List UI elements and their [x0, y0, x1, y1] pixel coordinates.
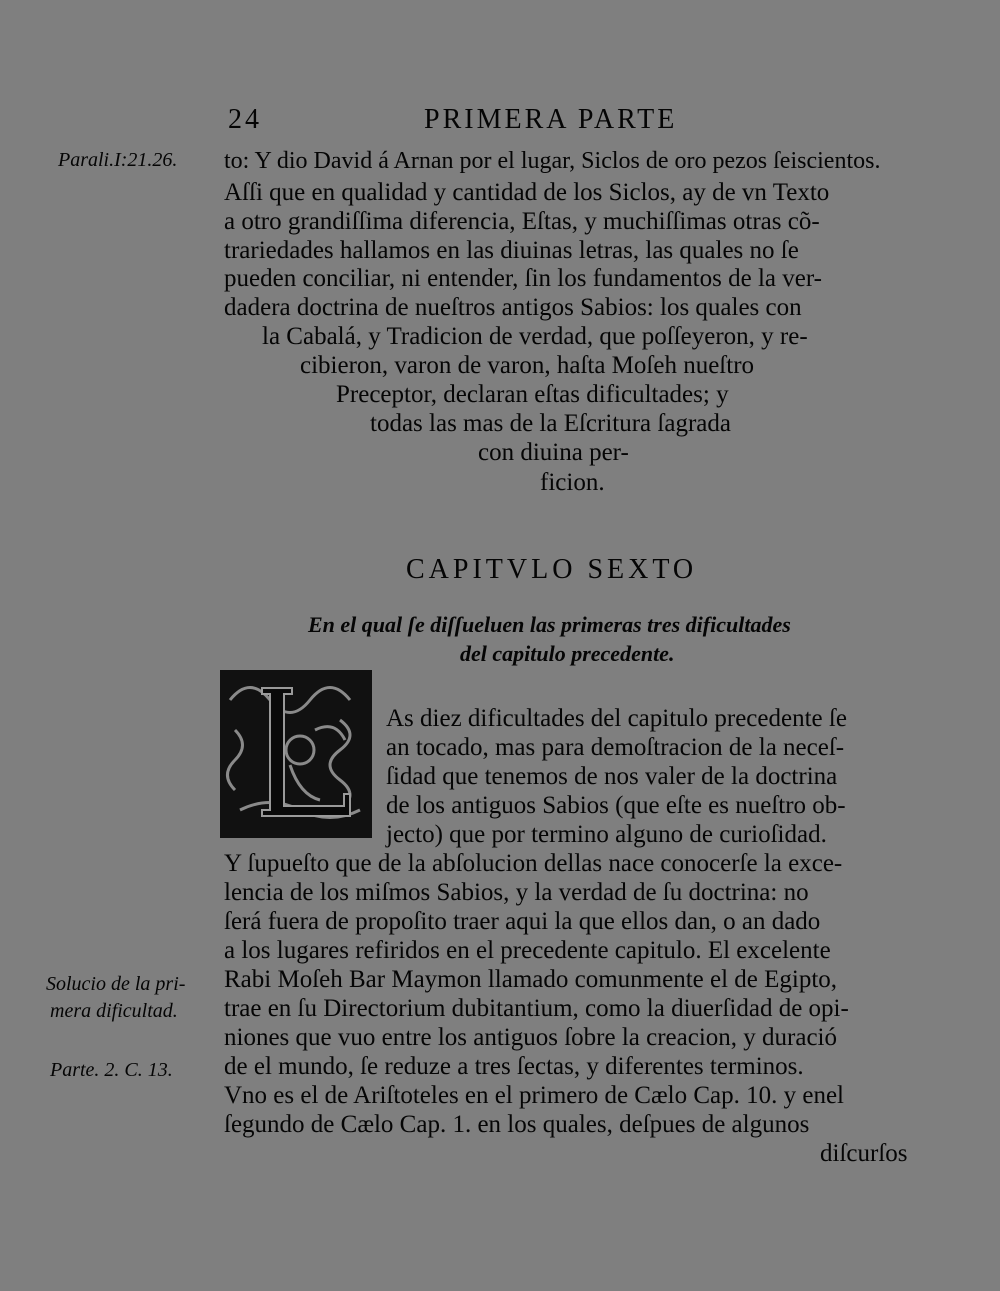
- margin-note-solution-line2: mera dificultad.: [50, 1000, 178, 1022]
- text-line: ficion.: [540, 469, 605, 496]
- running-title: PRIMERA PARTE: [424, 104, 678, 135]
- text-line: Y ſupueſto que de la abſolucion dellas nace conocerſe la exce-: [224, 850, 843, 877]
- margin-note-parte: Parte. 2. C. 13.: [50, 1059, 173, 1081]
- text-line: de los antiguos Sabios (que eſte es nueſtro ob-: [386, 792, 846, 819]
- text-line: to: Y dio David á Arnan por el lugar, Siclos de oro pezos ſeiscientos.: [224, 148, 881, 174]
- chapter-title: CAPITVLO SEXTO: [406, 554, 698, 585]
- text-line: ſidad que tenemos de nos valer de la doctrina: [386, 763, 838, 790]
- text-line: Preceptor, declaran eſtas dificultades; y: [336, 381, 729, 408]
- text-line: pueden conciliar, ni entender, ſin los fundamentos de la ver-: [224, 265, 822, 292]
- decorated-initial-letter: [220, 670, 372, 838]
- text-line: a los lugares refiridos en el precedente capitulo. El excelente: [224, 937, 831, 964]
- chapter-subtitle-line2: del capitulo precedente.: [460, 641, 675, 666]
- text-line: la Cabalá, y Tradicion de verdad, que poſſeyeron, y re-: [262, 323, 808, 350]
- text-line: Aſſi que en qualidad y cantidad de los Siclos, ay de vn Texto: [224, 179, 830, 206]
- text-line: dadera doctrina de nueſtros antigos Sabios: los quales con: [224, 294, 802, 321]
- text-line: cibieron, varon de varon, haſta Moſeh nueſtro: [300, 352, 755, 379]
- text-line: de el mundo, ſe reduze a tres ſectas, y diferentes terminos.: [224, 1053, 804, 1080]
- text-line: ſerá fuera de propoſito traer aqui la que ellos dan, o an dado: [224, 908, 821, 935]
- text-line: As diez dificultades del capitulo precedente ſe: [386, 705, 847, 732]
- text-line: jecto) que por termino alguno de curioſidad.: [386, 821, 827, 848]
- text-line: niones que vuo entre los antiguos ſobre la creacion, y duració: [224, 1024, 838, 1051]
- text-line: con diuina per-: [478, 439, 629, 466]
- page-number: 24: [228, 104, 262, 135]
- text-line: ſegundo de Cælo Cap. 1. en los quales, deſpues de algunos: [224, 1111, 810, 1138]
- text-line: trae en ſu Directorium dubitantium, como la diuerſidad de opi-: [224, 995, 849, 1022]
- chapter-subtitle-line1: En el qual ſe diſſueluen las primeras tres dificultades: [308, 612, 791, 637]
- text-line: Vno es el de Ariſtoteles en el primero de Cælo Cap. 10. y enel: [224, 1082, 844, 1109]
- catchword: diſcurſos: [820, 1140, 908, 1167]
- text-line: trariedades hallamos en las diuinas letras, las quales no ſe: [224, 237, 799, 264]
- margin-note-solution-line1: Solucio de la pri-: [46, 973, 186, 995]
- margin-note-paralipomenon: Parali.I:21.26.: [58, 149, 178, 171]
- text-line: a otro grandiſſima diferencia, Eſtas, y muchiſſimas otras cõ-: [224, 208, 820, 235]
- text-line: lencia de los miſmos Sabios, y la verdad de ſu doctrina: no: [224, 879, 809, 906]
- text-line: an tocado, mas para demoſtracion de la neceſ-: [386, 734, 845, 761]
- text-line: todas las mas de la Eſcritura ſagrada: [370, 410, 731, 437]
- text-line: Rabi Moſeh Bar Maymon llamado comunmente el de Egipto,: [224, 966, 838, 993]
